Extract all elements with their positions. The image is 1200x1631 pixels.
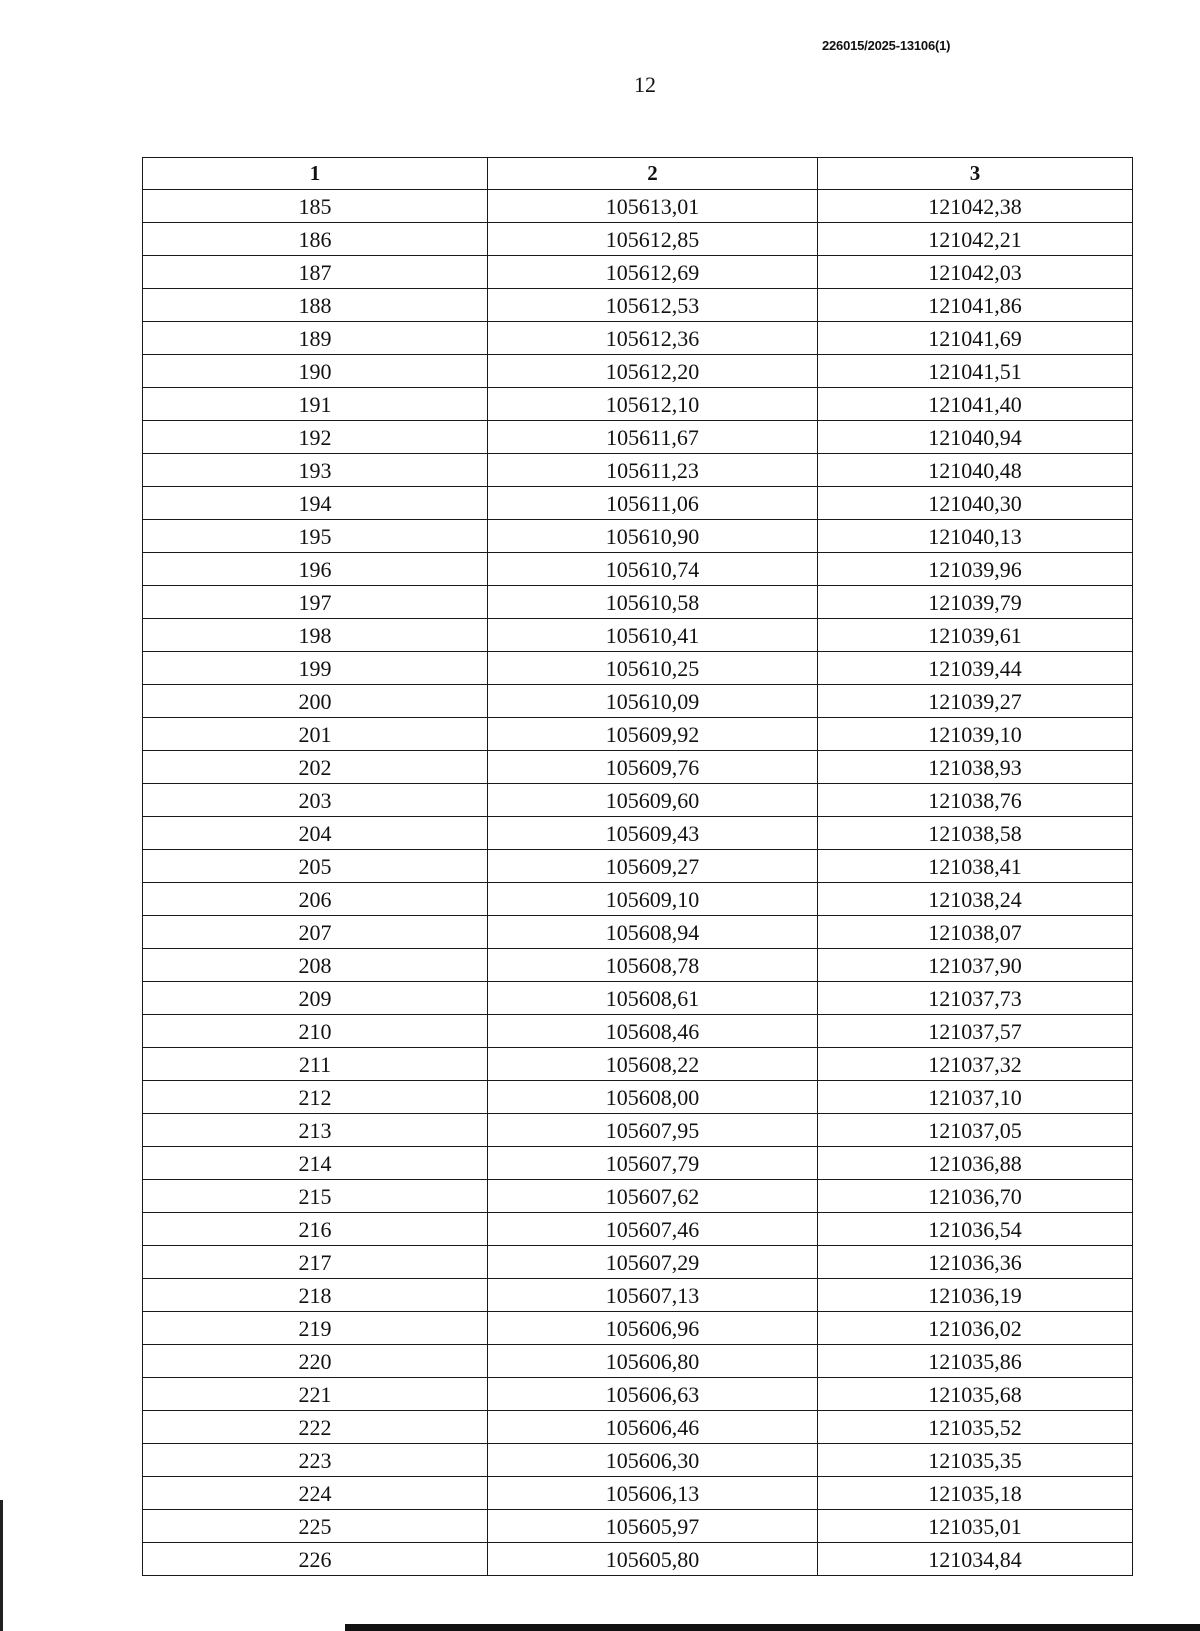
table-row — [143, 1015, 1133, 1048]
x-coordinate-cell: 105610,90 — [488, 520, 818, 553]
point-number-cell: 214 — [143, 1147, 488, 1180]
table-row — [143, 256, 1133, 289]
table-header-row — [143, 158, 1133, 190]
x-coordinate-cell: 105608,94 — [488, 916, 818, 949]
x-coordinate-cell: 105610,41 — [488, 619, 818, 652]
table-row — [143, 619, 1133, 652]
point-number-cell: 220 — [143, 1345, 488, 1378]
y-coordinate-cell: 121034,84 — [818, 1543, 1133, 1576]
point-number-cell: 210 — [143, 1015, 488, 1048]
point-number-cell: 192 — [143, 421, 488, 454]
x-coordinate-cell: 105606,13 — [488, 1477, 818, 1510]
y-coordinate-cell: 121039,27 — [818, 685, 1133, 718]
y-coordinate-cell: 121035,52 — [818, 1411, 1133, 1444]
table-row — [143, 685, 1133, 718]
point-number-cell: 221 — [143, 1378, 488, 1411]
y-coordinate-cell: 121037,73 — [818, 982, 1133, 1015]
table-row — [143, 1345, 1133, 1378]
y-coordinate-cell: 121037,90 — [818, 949, 1133, 982]
x-coordinate-cell: 105610,58 — [488, 586, 818, 619]
x-coordinate-cell: 105607,62 — [488, 1180, 818, 1213]
table-row — [143, 850, 1133, 883]
x-coordinate-cell: 105608,22 — [488, 1048, 818, 1081]
y-coordinate-cell: 121041,86 — [818, 289, 1133, 322]
x-coordinate-cell: 105606,30 — [488, 1444, 818, 1477]
y-coordinate-cell: 121036,54 — [818, 1213, 1133, 1246]
point-number-cell: 204 — [143, 817, 488, 850]
y-coordinate-cell: 121037,05 — [818, 1114, 1133, 1147]
y-coordinate-cell: 121038,76 — [818, 784, 1133, 817]
coordinates-table — [142, 157, 1133, 1576]
point-number-cell: 188 — [143, 289, 488, 322]
page-number: 12 — [634, 72, 656, 97]
table-row — [143, 520, 1133, 553]
point-number-cell: 218 — [143, 1279, 488, 1312]
x-coordinate-cell: 105609,60 — [488, 784, 818, 817]
table-row — [143, 1048, 1133, 1081]
y-coordinate-cell: 121035,68 — [818, 1378, 1133, 1411]
x-coordinate-cell: 105611,06 — [488, 487, 818, 520]
point-number-cell: 209 — [143, 982, 488, 1015]
x-coordinate-cell: 105607,13 — [488, 1279, 818, 1312]
x-coordinate-cell: 105612,53 — [488, 289, 818, 322]
x-coordinate-cell: 105606,63 — [488, 1378, 818, 1411]
table-row — [143, 751, 1133, 784]
table-row — [143, 982, 1133, 1015]
x-coordinate-cell: 105612,36 — [488, 322, 818, 355]
table-row — [143, 1213, 1133, 1246]
x-coordinate-cell: 105609,10 — [488, 883, 818, 916]
x-coordinate-cell: 105610,74 — [488, 553, 818, 586]
point-number-cell: 200 — [143, 685, 488, 718]
table-row — [143, 355, 1133, 388]
table-row — [143, 586, 1133, 619]
x-coordinate-cell: 105609,92 — [488, 718, 818, 751]
table-row — [143, 1543, 1133, 1576]
y-coordinate-cell: 121037,57 — [818, 1015, 1133, 1048]
point-number-cell: 205 — [143, 850, 488, 883]
table-row — [143, 718, 1133, 751]
column-header-3: 3 — [818, 158, 1133, 190]
x-coordinate-cell: 105608,78 — [488, 949, 818, 982]
y-coordinate-cell: 121036,88 — [818, 1147, 1133, 1180]
point-number-cell: 193 — [143, 454, 488, 487]
x-coordinate-cell: 105610,09 — [488, 685, 818, 718]
document-id: 226015/2025-13106(1) — [822, 38, 951, 53]
table-row — [143, 652, 1133, 685]
x-coordinate-cell: 105612,10 — [488, 388, 818, 421]
x-coordinate-cell: 105613,01 — [488, 190, 818, 223]
point-number-cell: 219 — [143, 1312, 488, 1345]
table-row — [143, 1510, 1133, 1543]
point-number-cell: 207 — [143, 916, 488, 949]
table-row — [143, 190, 1133, 223]
y-coordinate-cell: 121036,19 — [818, 1279, 1133, 1312]
point-number-cell: 197 — [143, 586, 488, 619]
x-coordinate-cell: 105606,96 — [488, 1312, 818, 1345]
point-number-cell: 194 — [143, 487, 488, 520]
table-row — [143, 784, 1133, 817]
x-coordinate-cell: 105605,97 — [488, 1510, 818, 1543]
scan-bottom-rule — [345, 1624, 1200, 1631]
x-coordinate-cell: 105609,43 — [488, 817, 818, 850]
y-coordinate-cell: 121039,10 — [818, 718, 1133, 751]
y-coordinate-cell: 121040,13 — [818, 520, 1133, 553]
y-coordinate-cell: 121036,36 — [818, 1246, 1133, 1279]
y-coordinate-cell: 121038,07 — [818, 916, 1133, 949]
y-coordinate-cell: 121042,03 — [818, 256, 1133, 289]
point-number-cell: 201 — [143, 718, 488, 751]
point-number-cell: 199 — [143, 652, 488, 685]
y-coordinate-cell: 121041,40 — [818, 388, 1133, 421]
point-number-cell: 223 — [143, 1444, 488, 1477]
point-number-cell: 224 — [143, 1477, 488, 1510]
point-number-cell: 203 — [143, 784, 488, 817]
point-number-cell: 185 — [143, 190, 488, 223]
table-body — [143, 190, 1133, 1576]
y-coordinate-cell: 121035,86 — [818, 1345, 1133, 1378]
x-coordinate-cell: 105607,29 — [488, 1246, 818, 1279]
point-number-cell: 217 — [143, 1246, 488, 1279]
y-coordinate-cell: 121040,48 — [818, 454, 1133, 487]
table-row — [143, 949, 1133, 982]
scan-edge-mark — [0, 1500, 3, 1631]
y-coordinate-cell: 121035,01 — [818, 1510, 1133, 1543]
x-coordinate-cell: 105610,25 — [488, 652, 818, 685]
x-coordinate-cell: 105608,00 — [488, 1081, 818, 1114]
x-coordinate-cell: 105607,79 — [488, 1147, 818, 1180]
x-coordinate-cell: 105611,23 — [488, 454, 818, 487]
y-coordinate-cell: 121040,30 — [818, 487, 1133, 520]
point-number-cell: 195 — [143, 520, 488, 553]
point-number-cell: 211 — [143, 1048, 488, 1081]
table-row — [143, 388, 1133, 421]
table-row — [143, 289, 1133, 322]
point-number-cell: 212 — [143, 1081, 488, 1114]
y-coordinate-cell: 121035,35 — [818, 1444, 1133, 1477]
x-coordinate-cell: 105607,46 — [488, 1213, 818, 1246]
y-coordinate-cell: 121039,61 — [818, 619, 1133, 652]
y-coordinate-cell: 121039,96 — [818, 553, 1133, 586]
table-row — [143, 1180, 1133, 1213]
table-row — [143, 421, 1133, 454]
x-coordinate-cell: 105612,20 — [488, 355, 818, 388]
point-number-cell: 186 — [143, 223, 488, 256]
y-coordinate-cell: 121038,41 — [818, 850, 1133, 883]
table-row — [143, 1444, 1133, 1477]
y-coordinate-cell: 121037,10 — [818, 1081, 1133, 1114]
table-row — [143, 883, 1133, 916]
table-row — [143, 223, 1133, 256]
y-coordinate-cell: 121038,24 — [818, 883, 1133, 916]
x-coordinate-cell: 105609,76 — [488, 751, 818, 784]
table-row — [143, 1378, 1133, 1411]
table-row — [143, 1114, 1133, 1147]
point-number-cell: 206 — [143, 883, 488, 916]
point-number-cell: 187 — [143, 256, 488, 289]
y-coordinate-cell: 121036,70 — [818, 1180, 1133, 1213]
y-coordinate-cell: 121040,94 — [818, 421, 1133, 454]
y-coordinate-cell: 121036,02 — [818, 1312, 1133, 1345]
table-row — [143, 1147, 1133, 1180]
y-coordinate-cell: 121038,58 — [818, 817, 1133, 850]
y-coordinate-cell: 121039,44 — [818, 652, 1133, 685]
x-coordinate-cell: 105605,80 — [488, 1543, 818, 1576]
y-coordinate-cell: 121041,51 — [818, 355, 1133, 388]
table-row — [143, 1312, 1133, 1345]
point-number-cell: 222 — [143, 1411, 488, 1444]
table-row — [143, 1477, 1133, 1510]
point-number-cell: 213 — [143, 1114, 488, 1147]
table-row — [143, 916, 1133, 949]
point-number-cell: 225 — [143, 1510, 488, 1543]
table-row — [143, 1246, 1133, 1279]
point-number-cell: 208 — [143, 949, 488, 982]
table-row — [143, 1411, 1133, 1444]
point-number-cell: 191 — [143, 388, 488, 421]
table-row — [143, 1279, 1133, 1312]
table-row — [143, 817, 1133, 850]
table-row — [143, 454, 1133, 487]
x-coordinate-cell: 105607,95 — [488, 1114, 818, 1147]
table-row — [143, 487, 1133, 520]
y-coordinate-cell: 121038,93 — [818, 751, 1133, 784]
point-number-cell: 215 — [143, 1180, 488, 1213]
table-row — [143, 322, 1133, 355]
x-coordinate-cell: 105612,85 — [488, 223, 818, 256]
table-row — [143, 1081, 1133, 1114]
column-header-2: 2 — [488, 158, 818, 190]
point-number-cell: 190 — [143, 355, 488, 388]
y-coordinate-cell: 121037,32 — [818, 1048, 1133, 1081]
x-coordinate-cell: 105612,69 — [488, 256, 818, 289]
point-number-cell: 198 — [143, 619, 488, 652]
x-coordinate-cell: 105608,46 — [488, 1015, 818, 1048]
y-coordinate-cell: 121041,69 — [818, 322, 1133, 355]
point-number-cell: 202 — [143, 751, 488, 784]
y-coordinate-cell: 121042,38 — [818, 190, 1133, 223]
point-number-cell: 189 — [143, 322, 488, 355]
y-coordinate-cell: 121035,18 — [818, 1477, 1133, 1510]
table-row — [143, 553, 1133, 586]
x-coordinate-cell: 105609,27 — [488, 850, 818, 883]
point-number-cell: 216 — [143, 1213, 488, 1246]
x-coordinate-cell: 105611,67 — [488, 421, 818, 454]
y-coordinate-cell: 121039,79 — [818, 586, 1133, 619]
point-number-cell: 196 — [143, 553, 488, 586]
y-coordinate-cell: 121042,21 — [818, 223, 1133, 256]
x-coordinate-cell: 105608,61 — [488, 982, 818, 1015]
point-number-cell: 226 — [143, 1543, 488, 1576]
column-header-1: 1 — [143, 158, 488, 190]
x-coordinate-cell: 105606,80 — [488, 1345, 818, 1378]
x-coordinate-cell: 105606,46 — [488, 1411, 818, 1444]
